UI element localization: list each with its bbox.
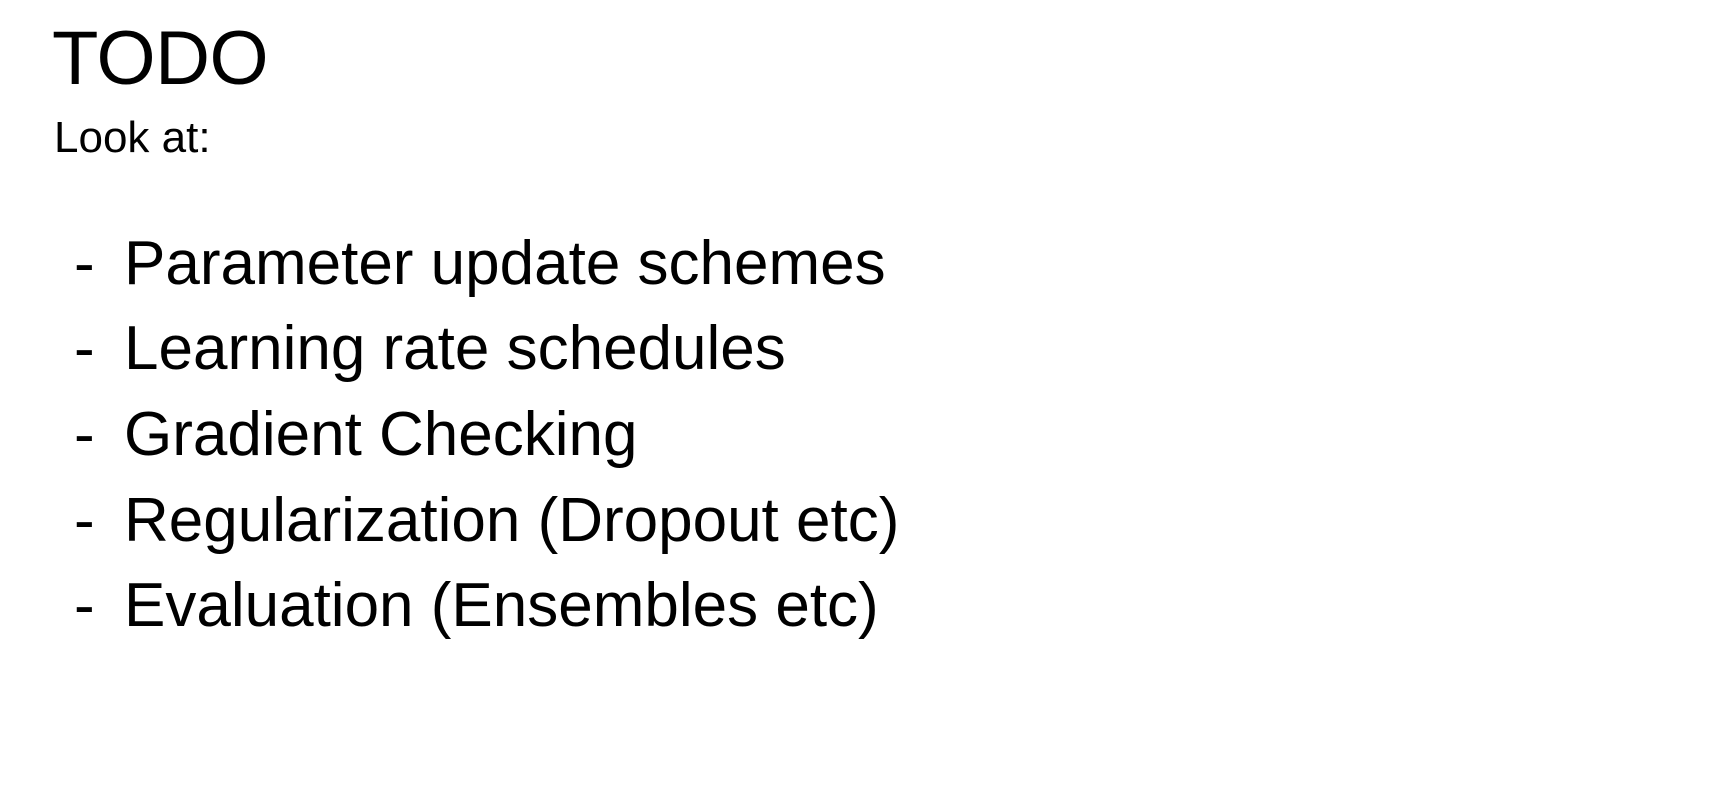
list-item — [52, 306, 1720, 392]
bullet-marker: - — [74, 399, 95, 469]
list-item-label: Regularization (Dropout etc) — [124, 485, 900, 555]
list-item — [52, 221, 1720, 307]
list-item-label: Evaluation (Ensembles etc) — [124, 571, 879, 641]
bullet-marker: - — [74, 314, 95, 384]
list-item — [52, 392, 1720, 478]
list-item — [52, 478, 1720, 564]
list-item-label: Gradient Checking — [124, 399, 638, 469]
bullet-marker: - — [74, 571, 95, 641]
bullet-marker: - — [74, 228, 95, 298]
list-item-label: Learning rate schedules — [124, 314, 786, 384]
list-item — [52, 563, 1720, 649]
slide-subtitle: Look at: — [54, 113, 211, 163]
bullet-list — [52, 221, 1720, 649]
page-title: TODO — [52, 16, 269, 101]
list-item-label: Parameter update schemes — [124, 228, 886, 298]
bullet-marker: - — [74, 485, 95, 555]
